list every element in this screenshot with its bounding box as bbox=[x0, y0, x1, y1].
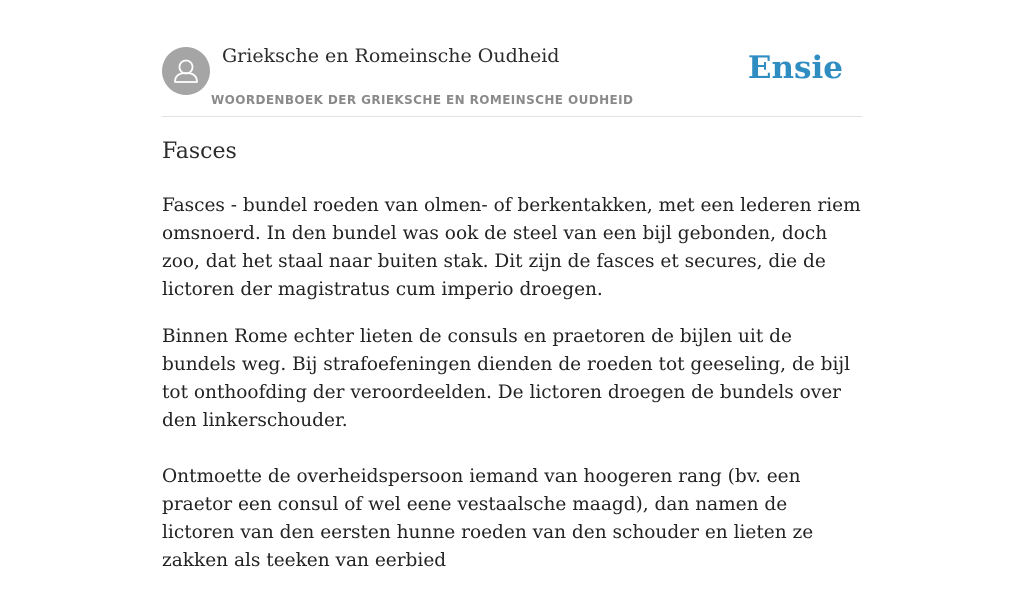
paragraph: Binnen Rome echter lieten de consuls en praetoren de bijlen uit de bundels weg. Bij strafoefeningen dienden de roeden tot geeseling, de bijl tot onthoofding der veroordeelden. De lictoren droegen de bundels over den linkerschouder. bbox=[162, 326, 851, 431]
page-title: Fasces bbox=[162, 139, 237, 164]
paragraph: Ontmoette de overheidspersoon iemand van hoogeren rang (bv. een praetor een consul of wel eene vestaalsche maagd), dan namen de lictoren van den eersten hunne roeden van den schouder en lieten ze zakken als teeken van eerbied bbox=[162, 466, 814, 571]
ensie-logo[interactable]: Ensie bbox=[747, 50, 843, 86]
source-subtitle: WOORDENBOEK DER GRIEKSCHE EN ROMEINSCHE OUDHEID bbox=[211, 93, 634, 107]
entry-body bbox=[162, 192, 862, 594]
paragraph: Fasces - bundel roeden van olmen- of berkentakken, met een lederen riem omsnoerd. In den bundel was ook de steel van een bijl gebonden, doch zoo, dat het staal naar buiten stak. Dit zijn de fasces et secures, die de lictoren der magistratus cum imperio droegen. bbox=[162, 195, 861, 300]
page-header bbox=[162, 0, 862, 117]
user-icon bbox=[162, 47, 210, 95]
source-title-link[interactable]: Grieksche en Romeinsche Oudheid bbox=[222, 45, 560, 67]
content-column bbox=[162, 0, 862, 571]
avatar[interactable] bbox=[162, 47, 210, 95]
